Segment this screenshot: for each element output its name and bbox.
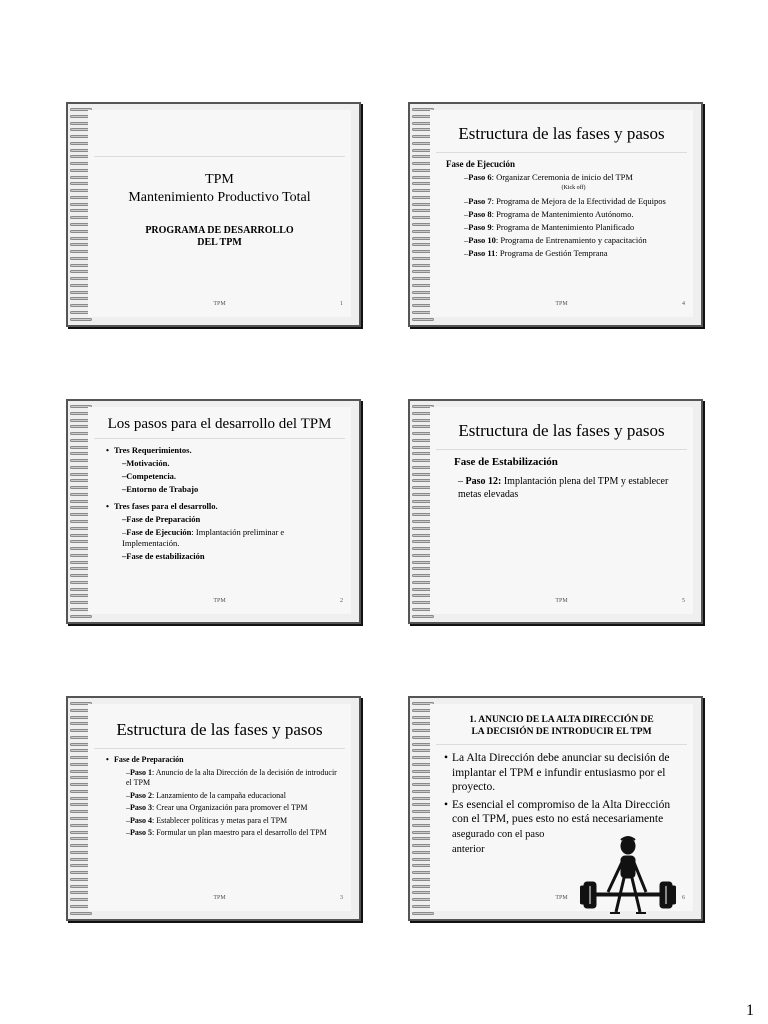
- slide-number: 3: [340, 895, 343, 901]
- slide-footer: TPM: [555, 895, 568, 901]
- list-item: – Paso 1: Anuncio de la alta Dirección de la decisión de introducir el TPM: [126, 768, 341, 789]
- slide-title: Estructura de las fases y pasos: [458, 421, 665, 440]
- list-item: – Paso 4: Establecer políticas y metas para el TPM: [126, 816, 341, 827]
- list-item: • Fase de Preparación: [114, 755, 341, 766]
- list-item: – Paso 9: Programa de Mantenimiento Planificado: [464, 222, 683, 233]
- phase-heading: Fase de Ejecución: [446, 159, 515, 169]
- list-item: – Paso 2: Lanzamiento de la campaña educacional: [126, 791, 341, 802]
- slide-number: 5: [682, 598, 685, 604]
- slide-title: Los pasos para el desarrollo del TPM: [107, 416, 332, 432]
- page-number: 1: [746, 1002, 754, 1019]
- slide-5-thumbnail[interactable]: [408, 399, 703, 624]
- slide-title: Estructura de las fases y pasos: [458, 124, 665, 143]
- slide-subtitle-line1: PROGRAMA DE DESARROLLO: [145, 225, 294, 236]
- list-item: – Fase de estabilización: [122, 551, 341, 562]
- slide-footer: TPM: [213, 895, 226, 901]
- list-item: • Es esencial el compromiso de la Alta Dirección con el TPM, pues esto no está necesariamente: [452, 798, 687, 827]
- slide-title-line2: LA DECISIÓN DE INTRODUCIR EL TPM: [471, 727, 652, 737]
- slide-6-thumbnail[interactable]: [408, 696, 703, 921]
- slide-number: 2: [340, 598, 343, 604]
- list-item: • Tres Requerimientos.: [114, 445, 341, 456]
- slide-content: [88, 110, 351, 317]
- slide-footer: TPM: [555, 598, 568, 604]
- list-item: – Fase de Preparación: [122, 514, 341, 525]
- phase-heading: Fase de Estabilización: [454, 456, 558, 468]
- list-item: – Paso 11: Programa de Gestión Temprana: [464, 248, 683, 259]
- weightlifter-icon: [580, 834, 676, 916]
- slide-3-thumbnail[interactable]: [66, 696, 361, 921]
- list-item: – Paso 7: Programa de Mejora de la Efectividad de Equipos: [464, 196, 683, 207]
- slide-1-thumbnail[interactable]: [66, 102, 361, 327]
- list-item: – Paso 3: Crear una Organización para promover el TPM: [126, 803, 341, 814]
- slide-title-line2: Mantenimiento Productivo Total: [128, 190, 311, 205]
- list-item: – Paso 12: Implantación plena del TPM y establecer metas elevadas: [458, 476, 669, 500]
- divider: [436, 152, 687, 153]
- slide-number: 1: [340, 301, 343, 307]
- list-item: – Fase de Ejecución: Implantación preliminar e Implementación.: [122, 527, 341, 549]
- slide-number: 6: [682, 895, 685, 901]
- list-item: – Paso 6: Organizar Ceremonia de inicio del TPM (Kick off): [464, 172, 683, 194]
- list-item-continuation: asegurado con el paso anterior: [452, 828, 545, 855]
- list-item: • La Alta Dirección debe anunciar su decisión de implantar el TPM e infundir entusiasmo por el proyecto.: [452, 751, 687, 795]
- slide-content: [88, 407, 351, 614]
- list-item: • Tres fases para el desarrollo.: [114, 501, 341, 512]
- list-item: – Competencia.: [122, 471, 341, 482]
- slide-content: [430, 704, 693, 911]
- divider: [94, 438, 345, 439]
- slide-content: [430, 110, 693, 317]
- slide-2-thumbnail[interactable]: [66, 399, 361, 624]
- slide-content: [430, 407, 693, 614]
- divider: [94, 156, 345, 157]
- slide-title-line1: 1. ANUNCIO DE LA ALTA DIRECCIÓN DE: [469, 715, 654, 725]
- divider: [436, 744, 687, 745]
- divider: [94, 748, 345, 749]
- list-item: – Paso 8: Programa de Mantenimiento Autónomo.: [464, 209, 683, 220]
- slide-title-line1: TPM: [205, 172, 234, 187]
- slide-content: [88, 704, 351, 911]
- divider: [436, 449, 687, 450]
- kick-off-note: (Kick off): [561, 185, 586, 191]
- slide-4-thumbnail[interactable]: [408, 102, 703, 327]
- slide-number: 4: [682, 301, 685, 307]
- list-item: – Motivación.: [122, 458, 341, 469]
- slide-footer: TPM: [555, 301, 568, 307]
- list-item: – Paso 5: Formular un plan maestro para el desarrollo del TPM: [126, 828, 341, 839]
- slide-title: Estructura de las fases y pasos: [116, 720, 323, 739]
- slide-footer: TPM: [213, 301, 226, 307]
- list-item: – Paso 10: Programa de Entrenamiento y capacitación: [464, 235, 683, 246]
- list-item: – Entorno de Trabajo: [122, 484, 341, 495]
- slide-subtitle-line2: DEL TPM: [197, 237, 242, 248]
- slide-footer: TPM: [213, 598, 226, 604]
